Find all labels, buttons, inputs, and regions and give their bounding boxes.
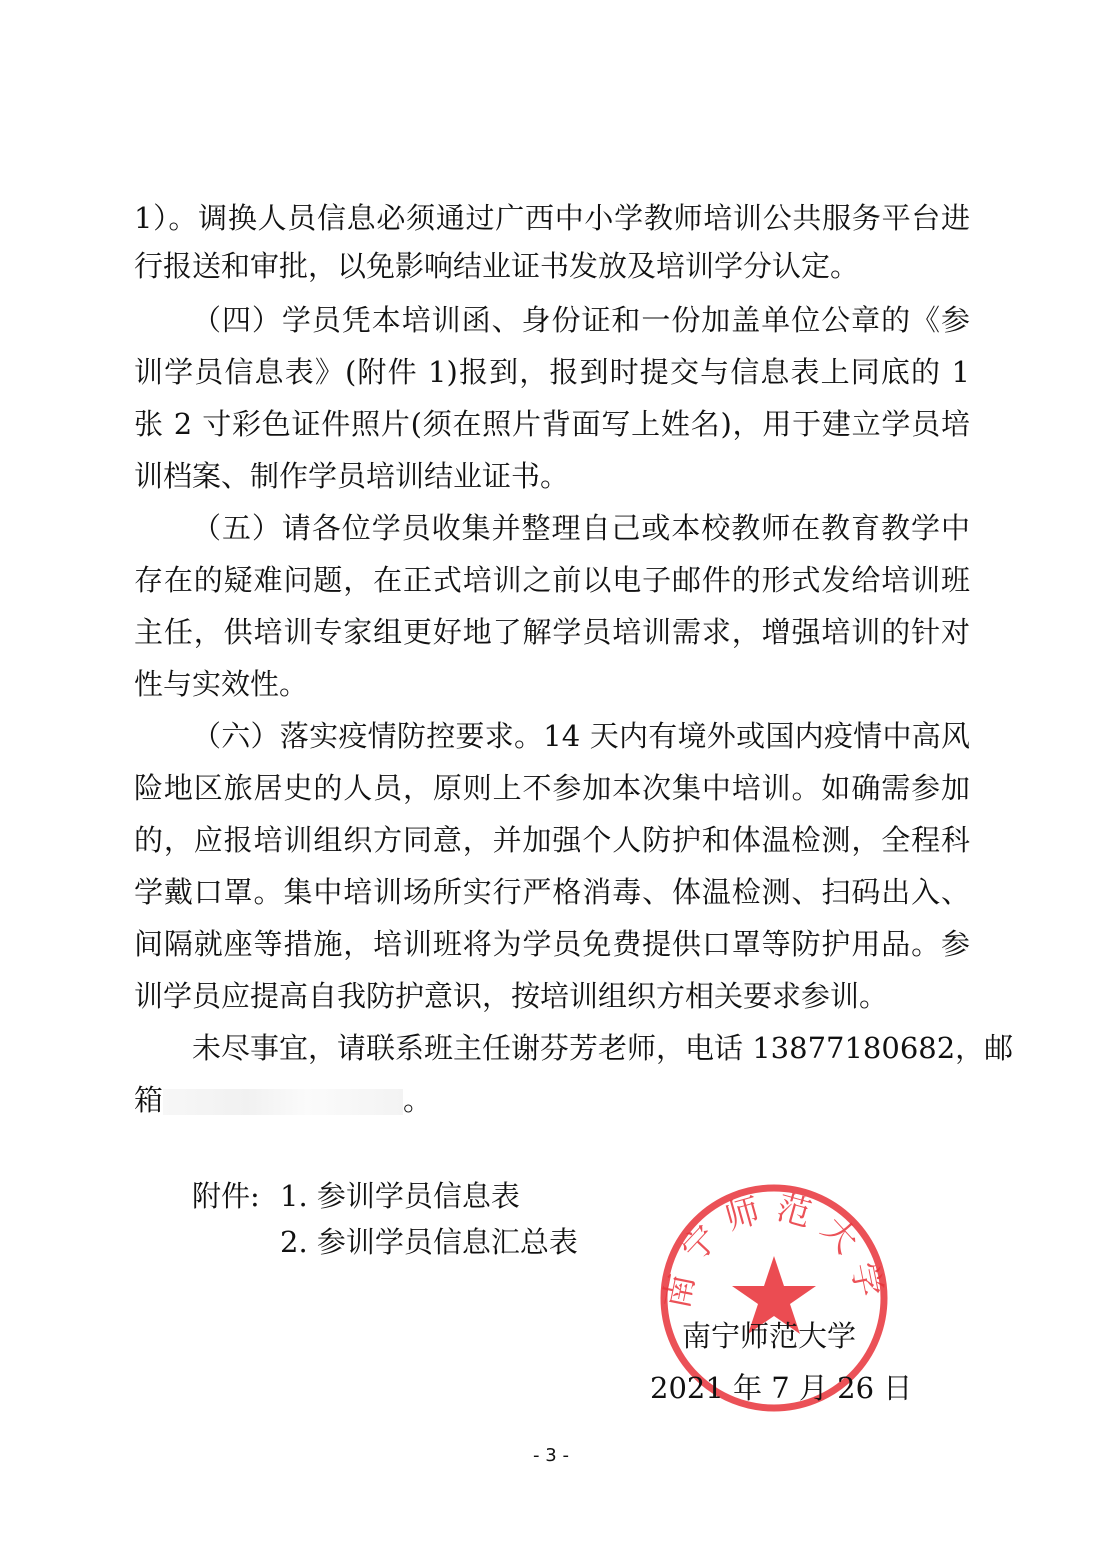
text-line: 未尽事宜，请联系班主任谢芬芳老师，电话 13877180682，邮 bbox=[192, 1031, 1014, 1065]
email-line bbox=[134, 1080, 432, 1120]
attachment-item: 1. 参训学员信息表 bbox=[280, 1179, 520, 1213]
text-line: 训学员信息表》(附件 1)报到，报到时提交与信息表上同底的 1 bbox=[134, 355, 970, 389]
signature-date: 2021 年 7 月 26 日 bbox=[650, 1371, 913, 1405]
attachments-label: 附件: bbox=[192, 1179, 260, 1213]
page-number: - 3 - bbox=[533, 1445, 569, 1466]
text-line: 存在的疑难问题，在正式培训之前以电子邮件的形式发给培训班 bbox=[134, 563, 970, 597]
text-line: （四）学员凭本培训函、身份证和一份加盖单位公章的《参 bbox=[192, 303, 970, 337]
attachment-item: 2. 参训学员信息汇总表 bbox=[280, 1225, 578, 1259]
text-line: 训档案、制作学员培训结业证书。 bbox=[134, 459, 570, 493]
email-period: 。 bbox=[403, 1083, 433, 1117]
signature-organization: 南宁师范大学 bbox=[682, 1319, 857, 1353]
text-line: 行报送和审批，以免影响结业证书发放及培训学分认定。 bbox=[134, 249, 860, 283]
text-line: 训学员应提高自我防护意识，按培训组织方相关要求参训。 bbox=[134, 979, 889, 1013]
text-line: 性与实效性。 bbox=[134, 667, 309, 701]
text-line: 的，应报培训组织方同意，并加强个人防护和体温检测，全程科 bbox=[134, 823, 970, 857]
text-line: （六）落实疫情防控要求。14 天内有境外或国内疫情中高风 bbox=[192, 719, 970, 753]
redacted-email bbox=[163, 1089, 403, 1115]
text-line: 1）。调换人员信息必须通过广西中小学教师培训公共服务平台进 bbox=[134, 201, 970, 235]
text-line: 主任，供培训专家组更好地了解学员培训需求，增强培训的针对 bbox=[134, 615, 970, 649]
text-line: 学戴口罩。集中培训场所实行严格消毒、体温检测、扫码出入、 bbox=[134, 875, 970, 909]
text-line: 张 2 寸彩色证件照片(须在照片背面写上姓名)，用于建立学员培 bbox=[134, 407, 970, 441]
text-line: 险地区旅居史的人员，原则上不参加本次集中培训。如确需参加 bbox=[134, 771, 970, 805]
email-label: 箱 bbox=[134, 1083, 164, 1117]
text-line: 间隔就座等措施，培训班将为学员免费提供口罩等防护用品。参 bbox=[134, 927, 970, 961]
text-line: （五）请各位学员收集并整理自己或本校教师在教育教学中 bbox=[192, 511, 970, 545]
svg-text:南宁师范大学: 南宁师范大学 bbox=[656, 1187, 892, 1313]
